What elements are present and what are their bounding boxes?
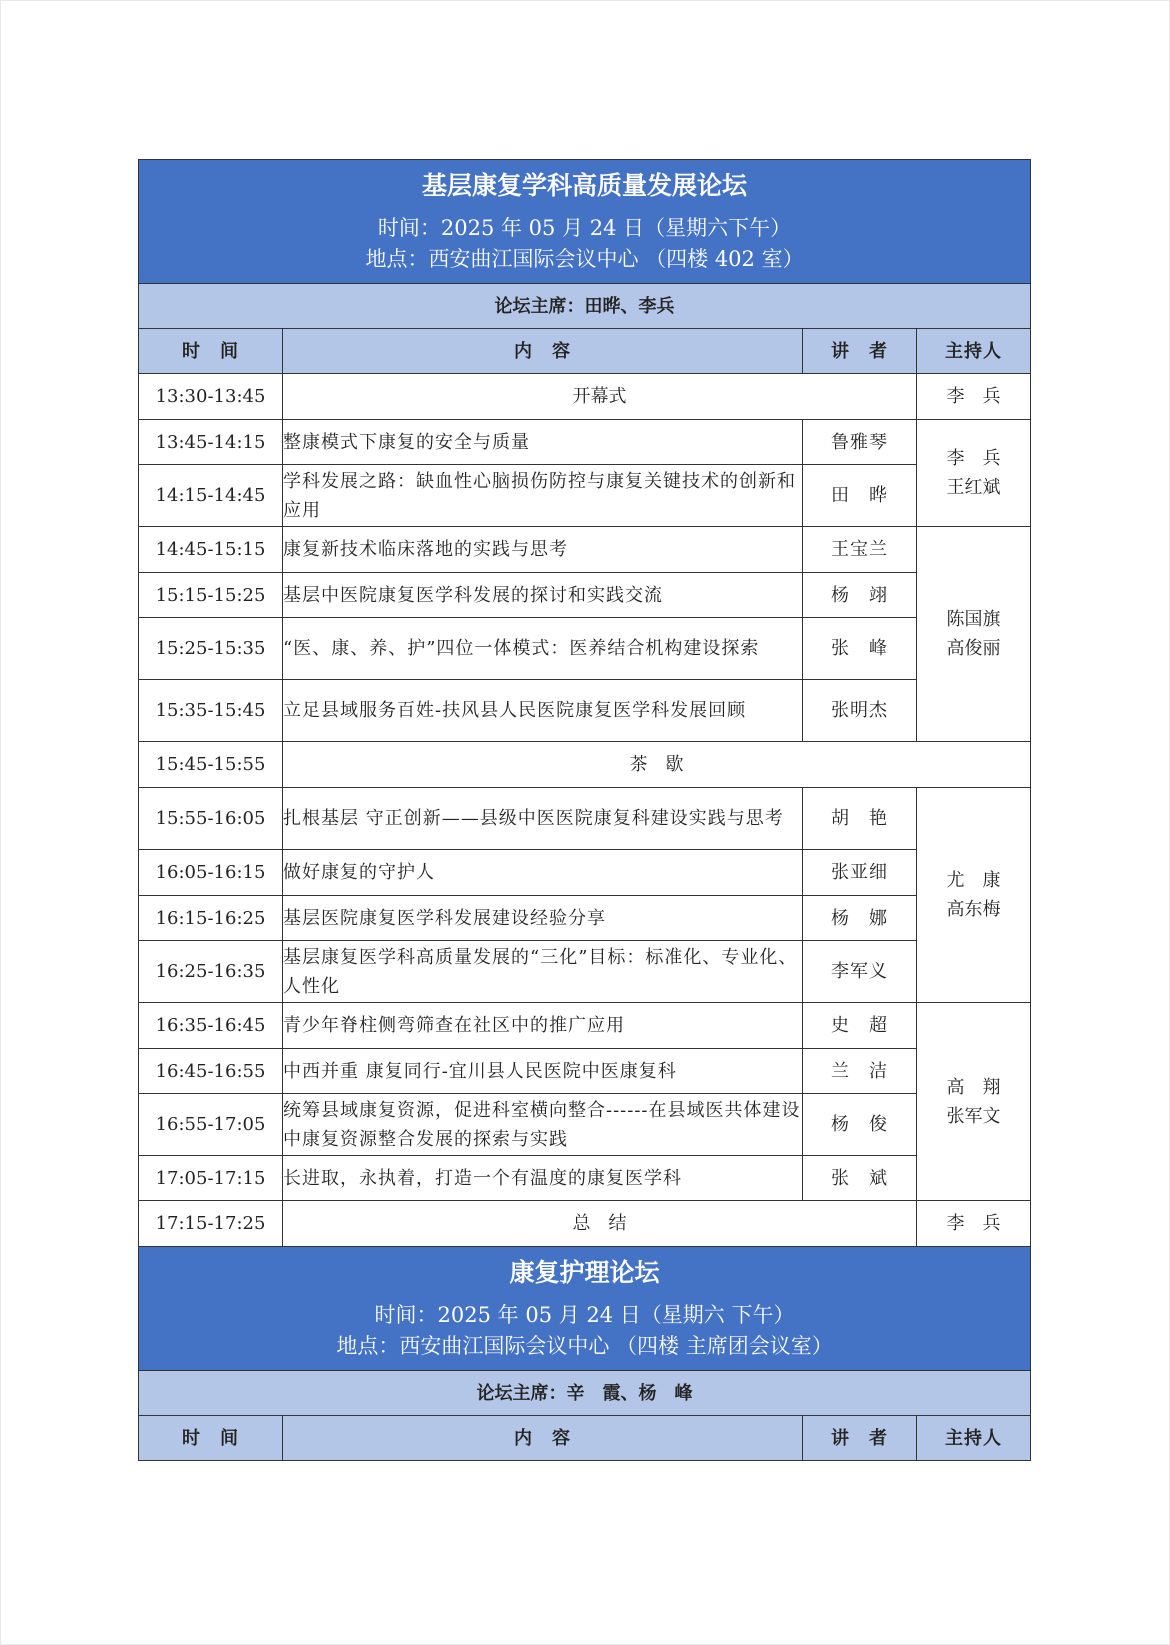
host-group-3 <box>917 788 1031 1003</box>
header-speaker: 讲 者 <box>803 329 917 374</box>
row-speaker: 张 斌 <box>803 1156 917 1201</box>
row-time: 13:30-13:45 <box>139 374 283 420</box>
table-row <box>139 941 1031 1003</box>
table-row <box>139 420 1031 465</box>
header-host: 主持人 <box>917 1416 1031 1461</box>
forum2-chair-row <box>139 1371 1031 1416</box>
host-name: 尤 康 <box>946 870 1001 891</box>
row-speaker: 田 晔 <box>803 465 917 527</box>
forum2-banner <box>139 1247 1031 1371</box>
row-content: 学科发展之路：缺血性心脑损伤防控与康复关键技术的创新和应用 <box>283 465 803 527</box>
table-row <box>139 374 1031 420</box>
schedule-table <box>138 159 1031 1461</box>
table-row <box>139 618 1031 680</box>
row-time: 15:15-15:25 <box>139 573 283 618</box>
row-speaker: 杨 娜 <box>803 896 917 941</box>
host-name: 高东梅 <box>946 899 1001 920</box>
forum1-chair: 论坛主席：田晔、李兵 <box>139 284 1031 329</box>
forum2-title: 康复护理论坛 <box>509 1257 660 1287</box>
row-time: 17:15-17:25 <box>139 1201 283 1247</box>
row-content: 基层中医院康复医学科发展的探讨和实践交流 <box>283 573 803 618</box>
table-row <box>139 1094 1031 1156</box>
host-group-1 <box>917 420 1031 527</box>
row-time: 16:45-16:55 <box>139 1049 283 1094</box>
table-row <box>139 1201 1031 1247</box>
table-row <box>139 742 1031 788</box>
forum1-banner <box>139 160 1031 284</box>
row-content: 茶 歇 <box>283 742 1031 788</box>
header-time: 时 间 <box>139 329 283 374</box>
host-name: 高俊丽 <box>946 638 1001 659</box>
row-host: 李 兵 <box>917 374 1031 420</box>
row-speaker: 鲁雅琴 <box>803 420 917 465</box>
row-time: 16:05-16:15 <box>139 850 283 896</box>
row-content: 青少年脊柱侧弯筛查在社区中的推广应用 <box>283 1003 803 1049</box>
row-content: 总 结 <box>283 1201 917 1247</box>
table-row <box>139 527 1031 573</box>
row-time: 13:45-14:15 <box>139 420 283 465</box>
row-speaker: 张亚细 <box>803 850 917 896</box>
row-time: 16:55-17:05 <box>139 1094 283 1156</box>
header-speaker: 讲 者 <box>803 1416 917 1461</box>
row-content: 康复新技术临床落地的实践与思考 <box>283 527 803 573</box>
host-name: 陈国旗 <box>946 609 1001 630</box>
row-content: 立足县域服务百姓-扶风县人民医院康复医学科发展回顾 <box>283 680 803 742</box>
table-row <box>139 1003 1031 1049</box>
row-time: 14:15-14:45 <box>139 465 283 527</box>
row-time: 15:35-15:45 <box>139 680 283 742</box>
row-host: 李 兵 <box>917 1201 1031 1247</box>
header-content: 内 容 <box>283 329 803 374</box>
row-time: 16:25-16:35 <box>139 941 283 1003</box>
forum2-header-row <box>139 1416 1031 1461</box>
row-speaker: 张 峰 <box>803 618 917 680</box>
forum1-banner-row <box>139 160 1031 284</box>
row-time: 15:45-15:55 <box>139 742 283 788</box>
row-content: 中西并重 康复同行-宜川县人民医院中医康复科 <box>283 1049 803 1094</box>
row-speaker: 兰 洁 <box>803 1049 917 1094</box>
forum2-location: 地点：西安曲江国际会议中心 （四楼 主席团会议室） <box>336 1333 833 1358</box>
host-group-4 <box>917 1003 1031 1201</box>
row-content: 扎根基层 守正创新——县级中医医院康复科建设实践与思考 <box>283 788 803 850</box>
table-row <box>139 573 1031 618</box>
host-name: 高 翔 <box>946 1076 1001 1098</box>
header-host: 主持人 <box>917 329 1031 374</box>
row-content: 基层医院康复医学科发展建设经验分享 <box>283 896 803 941</box>
header-time: 时 间 <box>139 1416 283 1461</box>
row-time: 16:35-16:45 <box>139 1003 283 1049</box>
forum2-chair: 论坛主席：辛 霞、杨 峰 <box>139 1371 1031 1416</box>
forum1-location: 地点：西安曲江国际会议中心 （四楼 402 室） <box>365 246 804 271</box>
row-time: 17:05-17:15 <box>139 1156 283 1201</box>
row-content: 基层康复医学科高质量发展的“三化”目标：标准化、专业化、人性化 <box>283 941 803 1003</box>
row-time: 15:55-16:05 <box>139 788 283 850</box>
table-row <box>139 1156 1031 1201</box>
row-content: 开幕式 <box>283 374 917 420</box>
row-content: “医、康、养、护”四位一体模式：医养结合机构建设探索 <box>283 618 803 680</box>
row-content: 长进取，永执着，打造一个有温度的康复医学科 <box>283 1156 803 1201</box>
row-speaker: 杨 翊 <box>803 573 917 618</box>
host-name: 张军文 <box>946 1105 1001 1127</box>
row-content: 做好康复的守护人 <box>283 850 803 896</box>
row-speaker: 王宝兰 <box>803 527 917 573</box>
row-time: 16:15-16:25 <box>139 896 283 941</box>
row-time: 14:45-15:15 <box>139 527 283 573</box>
row-speaker: 史 超 <box>803 1003 917 1049</box>
row-speaker: 李军义 <box>803 941 917 1003</box>
row-content: 整康模式下康复的安全与质量 <box>283 420 803 465</box>
forum2-time: 时间：2025 年 05 月 24 日（星期六 下午） <box>374 1302 795 1327</box>
forum1-time: 时间：2025 年 05 月 24 日（星期六下午） <box>377 215 792 240</box>
forum1-header-row <box>139 329 1031 374</box>
table-row <box>139 896 1031 941</box>
forum1-title: 基层康复学科高质量发展论坛 <box>422 170 748 200</box>
table-row <box>139 680 1031 742</box>
row-speaker: 胡 艳 <box>803 788 917 850</box>
row-speaker: 杨 俊 <box>803 1094 917 1156</box>
table-row <box>139 1049 1031 1094</box>
table-row <box>139 788 1031 850</box>
table-row <box>139 850 1031 896</box>
forum1-chair-row <box>139 284 1031 329</box>
host-name: 王红斌 <box>946 477 1001 498</box>
row-time: 15:25-15:35 <box>139 618 283 680</box>
host-group-2 <box>917 527 1031 742</box>
host-name: 李 兵 <box>946 448 1001 469</box>
forum2-banner-row <box>139 1247 1031 1371</box>
row-content: 统筹县域康复资源，促进科室横向整合------在县域医共体建设中康复资源整合发展的探索与实践 <box>283 1094 803 1156</box>
header-content: 内 容 <box>283 1416 803 1461</box>
row-speaker: 张明杰 <box>803 680 917 742</box>
table-row <box>139 465 1031 527</box>
